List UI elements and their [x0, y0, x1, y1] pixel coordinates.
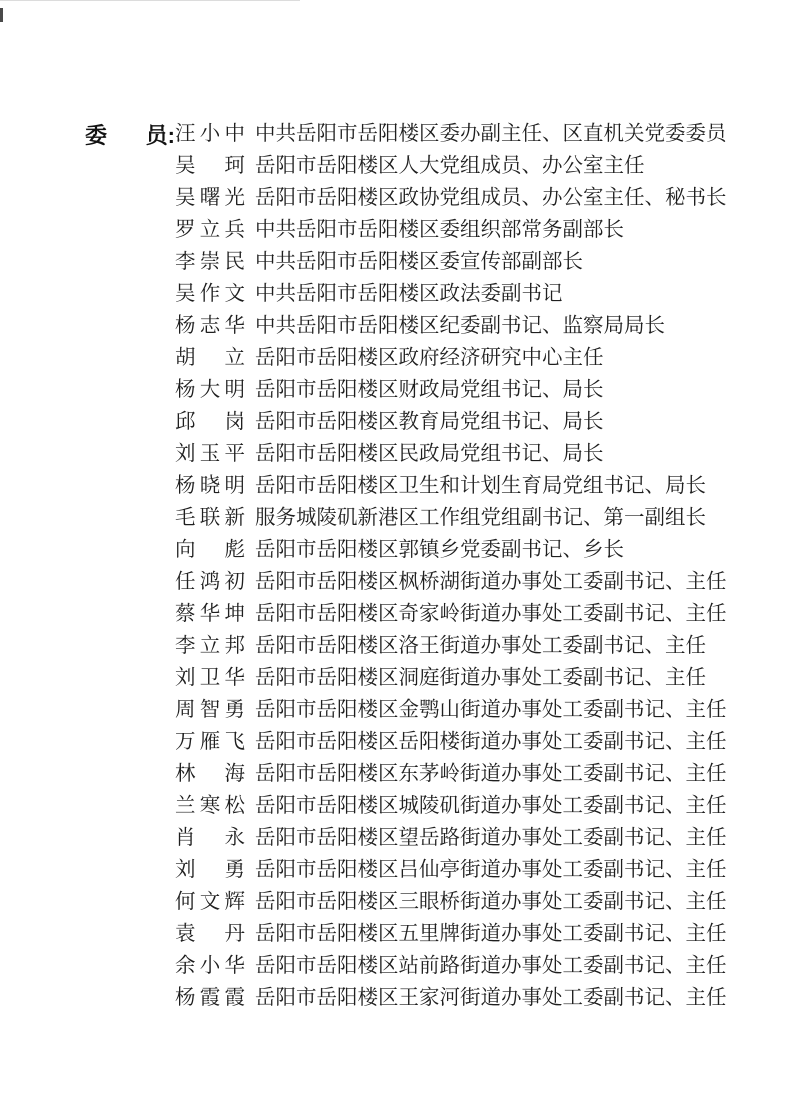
member-name: 万雁飞: [175, 731, 245, 753]
member-title: 中共岳阳市岳阳楼区委宣传部副部长: [255, 251, 583, 273]
member-title: 岳阳市岳阳楼区东茅岭街道办事处工委副书记、主任: [255, 763, 727, 785]
member-row: [175, 598, 727, 630]
role-label: [85, 118, 175, 150]
member-row: [175, 790, 727, 822]
member-title: 岳阳市岳阳楼区枫桥湖街道办事处工委副书记、主任: [255, 571, 727, 593]
member-row: [175, 630, 727, 662]
member-row: [175, 950, 727, 982]
member-name: 杨霞霞: [175, 987, 245, 1009]
member-name: 林 海: [175, 763, 245, 785]
member-title: 岳阳市岳阳楼区三眼桥街道办事处工委副书记、主任: [255, 891, 727, 913]
member-name: 刘 勇: [175, 859, 245, 881]
member-name: 何文辉: [175, 891, 245, 913]
member-title: 岳阳市岳阳楼区财政局党组书记、局长: [255, 379, 604, 401]
member-name: 杨志华: [175, 315, 245, 337]
member-title: 服务城陵矶新港区工作组党组副书记、第一副组长: [255, 507, 706, 529]
member-name: 周智勇: [175, 699, 245, 721]
member-title: 岳阳市岳阳楼区城陵矶街道办事处工委副书记、主任: [255, 795, 727, 817]
member-name: 毛联新: [175, 507, 245, 529]
role-label-left: 委: [85, 122, 108, 148]
member-name: 吴作文: [175, 283, 245, 305]
member-row: [175, 246, 727, 278]
member-row: [175, 566, 727, 598]
member-name: 杨晓明: [175, 475, 245, 497]
member-title: 岳阳市岳阳楼区岳阳楼街道办事处工委副书记、主任: [255, 731, 727, 753]
member-title: 岳阳市岳阳楼区望岳路街道办事处工委副书记、主任: [255, 827, 727, 849]
member-row: [175, 982, 727, 1014]
member-title: 岳阳市岳阳楼区人大党组成员、办公室主任: [255, 155, 645, 177]
member-title: 岳阳市岳阳楼区郭镇乡党委副书记、乡长: [255, 539, 624, 561]
member-title: 岳阳市岳阳楼区洞庭街道办事处工委副书记、主任: [255, 667, 706, 689]
member-name: 蔡华坤: [175, 603, 245, 625]
member-name: 任鸿初: [175, 571, 245, 593]
member-title: 岳阳市岳阳楼区奇家岭街道办事处工委副书记、主任: [255, 603, 727, 625]
member-title: 岳阳市岳阳楼区吕仙亭街道办事处工委副书记、主任: [255, 859, 727, 881]
member-row: [175, 854, 727, 886]
member-name: 刘卫华: [175, 667, 245, 689]
member-row: [175, 918, 727, 950]
member-title: 岳阳市岳阳楼区五里牌街道办事处工委副书记、主任: [255, 923, 727, 945]
member-title: 岳阳市岳阳楼区卫生和计划生育局党组书记、局长: [255, 475, 706, 497]
member-row: [175, 150, 727, 182]
member-title: 岳阳市岳阳楼区洛王街道办事处工委副书记、主任: [255, 635, 706, 657]
member-title: 中共岳阳市岳阳楼区纪委副书记、监察局局长: [255, 315, 665, 337]
member-name: 李立邦: [175, 635, 245, 657]
member-name: 罗立兵: [175, 219, 245, 241]
member-title: 中共岳阳市岳阳楼区政法委副书记: [255, 283, 563, 305]
member-row: [175, 758, 727, 790]
member-row: [175, 182, 727, 214]
member-title: 中共岳阳市岳阳楼区委办副主任、区直机关党委委员: [255, 123, 727, 145]
member-row: [175, 374, 727, 406]
member-title: 岳阳市岳阳楼区民政局党组书记、局长: [255, 443, 604, 465]
member-name: 杨大明: [175, 379, 245, 401]
member-title: 岳阳市岳阳楼区金鹗山街道办事处工委副书记、主任: [255, 699, 727, 721]
member-row: [175, 502, 727, 534]
member-row: [175, 214, 727, 246]
member-name: 邱 岗: [175, 411, 245, 433]
member-title: 中共岳阳市岳阳楼区委组织部常务副部长: [255, 219, 624, 241]
member-name: 李崇民: [175, 251, 245, 273]
member-row: [175, 886, 727, 918]
member-row: [175, 470, 727, 502]
member-name: 吴 珂: [175, 155, 245, 177]
member-title: 岳阳市岳阳楼区教育局党组书记、局长: [255, 411, 604, 433]
member-name: 胡 立: [175, 347, 245, 369]
member-name: 兰寒松: [175, 795, 245, 817]
member-name: 向 彪: [175, 539, 245, 561]
member-name: 余小华: [175, 955, 245, 977]
member-list: [175, 118, 727, 1014]
scan-edge-line: [0, 0, 300, 1]
role-label-right: 员:: [145, 122, 175, 148]
member-name: 刘玉平: [175, 443, 245, 465]
member-name: 袁 丹: [175, 923, 245, 945]
member-name: 肖 永: [175, 827, 245, 849]
member-row: [175, 310, 727, 342]
member-title: 岳阳市岳阳楼区政协党组成员、办公室主任、秘书长: [255, 187, 727, 209]
member-row: [175, 278, 727, 310]
member-row: [175, 694, 727, 726]
member-name: 吴曙光: [175, 187, 245, 209]
member-title: 岳阳市岳阳楼区政府经济研究中心主任: [255, 347, 604, 369]
member-row: [175, 342, 727, 374]
member-title: 岳阳市岳阳楼区站前路街道办事处工委副书记、主任: [255, 955, 727, 977]
member-row: [175, 406, 727, 438]
member-row: [175, 118, 727, 150]
member-row: [175, 822, 727, 854]
member-name: 汪小中: [175, 123, 245, 145]
member-row: [175, 438, 727, 470]
member-row: [175, 534, 727, 566]
member-row: [175, 662, 727, 694]
member-row: [175, 726, 727, 758]
scan-edge-speck: [0, 8, 3, 22]
member-title: 岳阳市岳阳楼区王家河街道办事处工委副书记、主任: [255, 987, 727, 1009]
